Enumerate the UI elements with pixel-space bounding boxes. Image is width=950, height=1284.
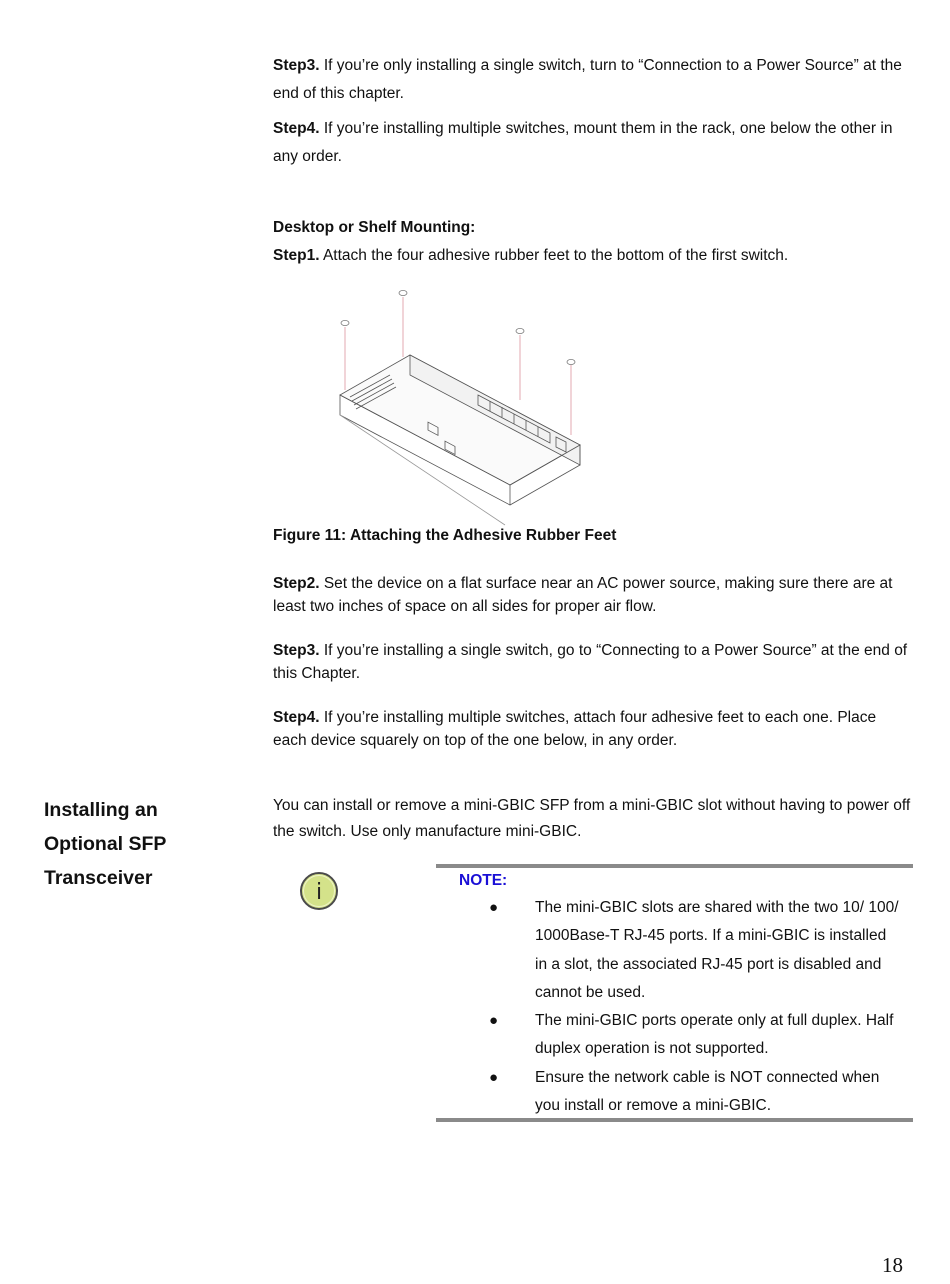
step-text: If you’re installing multiple switches, mount them in the rack, one below the other in any order. bbox=[273, 120, 893, 165]
rack-step3 bbox=[273, 52, 913, 108]
step-text: If you’re installing a single switch, go to “Connecting to a Power Source” at the end of this Chapter. bbox=[273, 642, 908, 682]
note-item-text: The mini-GBIC ports operate only at full duplex. Half duplex operation is not supported. bbox=[535, 1012, 894, 1058]
section-title-line: Optional SFP bbox=[44, 833, 167, 855]
note-item bbox=[436, 1064, 913, 1121]
section-title-sfp bbox=[44, 793, 244, 895]
figure-caption: Figure 11: Attaching the Adhesive Rubber Feet bbox=[273, 527, 617, 544]
rubber-feet bbox=[341, 290, 575, 364]
section-title-line: Transceiver bbox=[44, 867, 153, 889]
step-label: Step3. bbox=[273, 57, 320, 74]
note-item bbox=[436, 1007, 913, 1064]
rack-step4 bbox=[273, 115, 913, 171]
page-number: 18 bbox=[882, 1253, 903, 1277]
bullet-icon: ● bbox=[489, 899, 499, 916]
note-item bbox=[436, 894, 913, 1007]
svg-text:i: i bbox=[315, 880, 323, 905]
switch-rubber-feet-illustration bbox=[330, 285, 600, 530]
desktop-step2 bbox=[273, 572, 913, 618]
note-item-text: Ensure the network cable is NOT connected when you install or remove a mini-GBIC. bbox=[535, 1068, 880, 1115]
desktop-step4 bbox=[273, 706, 913, 752]
step-label: Step3. bbox=[273, 642, 320, 659]
bullet-icon: ● bbox=[489, 1068, 499, 1086]
note-box bbox=[436, 864, 913, 1122]
note-label: NOTE: bbox=[459, 872, 508, 889]
info-icon bbox=[299, 871, 339, 911]
step-label: Step2. bbox=[273, 575, 320, 592]
sfp-intro: You can install or remove a mini-GBIC SFP from a mini-GBIC slot without having to power off the switch. Use only manufacture mini-GBIC. bbox=[273, 797, 911, 840]
step-text: Set the device on a flat surface near an AC power source, making sure there are at least two inches of space on all sides for proper air flow. bbox=[273, 575, 893, 615]
step-text: If you’re only installing a single switch, turn to “Connection to a Power Source” at the end of this chapter. bbox=[273, 57, 902, 102]
bullet-icon: ● bbox=[489, 1012, 499, 1030]
step-text: If you’re installing multiple switches, attach four adhesive feet to each one. Place each device squarely on top of the one below, in any order. bbox=[273, 709, 877, 749]
note-item-text: The mini-GBIC slots are shared with the two 10/ 100/ 1000Base-T RJ-45 ports. If a mini-GBIC is installed in a slot, the associated RJ-45 port is disabled and cannot be used. bbox=[535, 899, 899, 1001]
step-label: Step4. bbox=[273, 709, 320, 726]
desktop-mounting-heading: Desktop or Shelf Mounting: bbox=[273, 219, 476, 236]
section-title-line: Installing an bbox=[44, 799, 158, 821]
step-label: Step4. bbox=[273, 120, 320, 137]
step-label: Step1. bbox=[273, 247, 320, 264]
desktop-step1 bbox=[273, 242, 913, 270]
desktop-step3 bbox=[273, 639, 913, 685]
step-text: Attach the four adhesive rubber feet to the bottom of the first switch. bbox=[319, 247, 789, 264]
note-list bbox=[436, 894, 913, 1120]
